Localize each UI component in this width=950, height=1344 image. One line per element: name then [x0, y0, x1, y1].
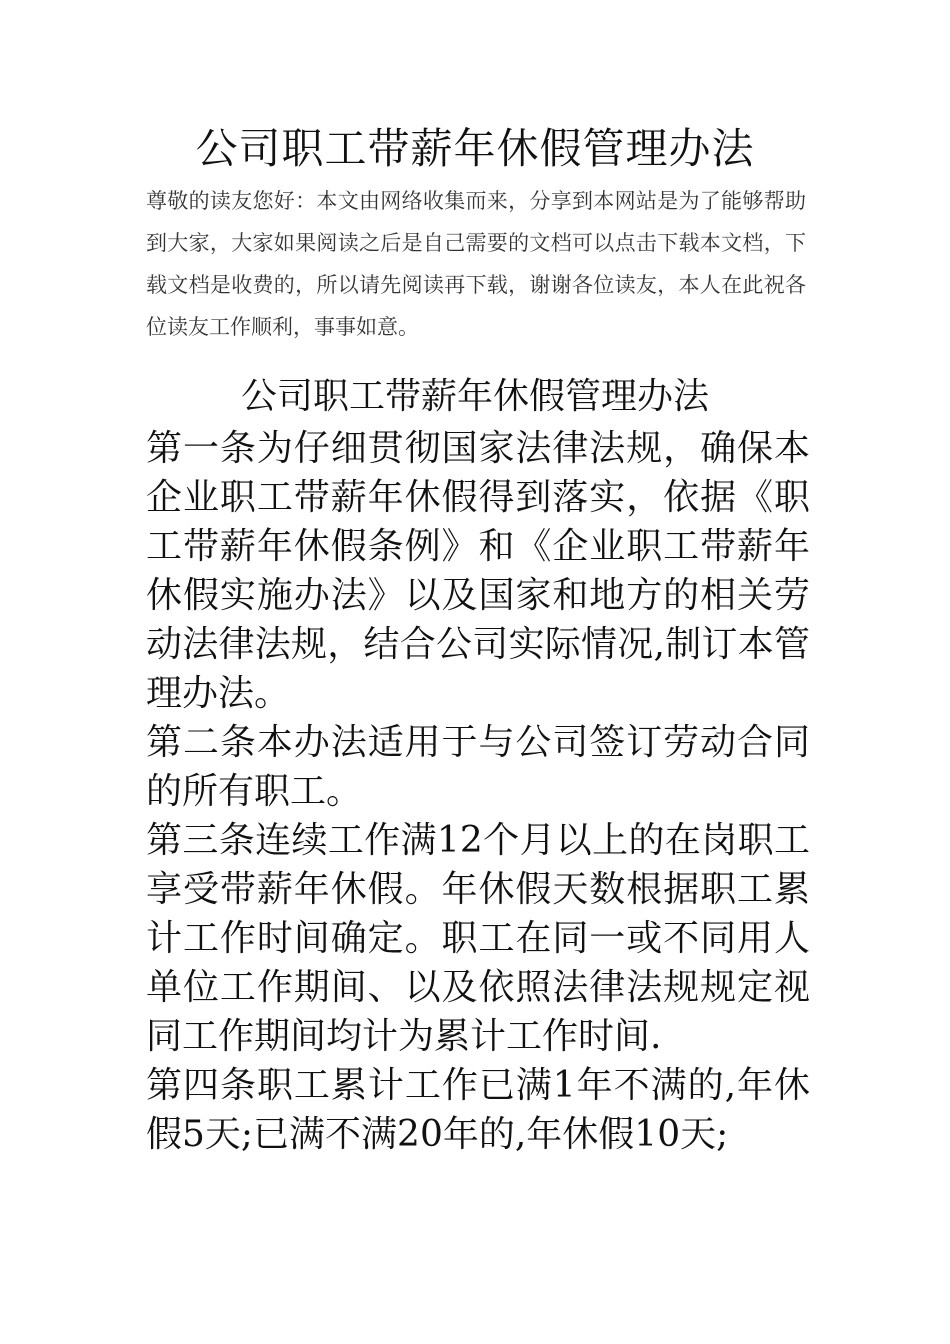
article-2: 第二条本办法适用于与公司签订劳动合同的所有职工。: [146, 722, 810, 812]
article-4: 第四条职工累计工作已满1年不满的,年休假5天;已满不满20年的,年休假10天;: [146, 1065, 810, 1155]
document-title: 公司职工带薪年休假管理办法: [195, 124, 755, 173]
reader-notice: 尊敬的读友您好：本文由网络收集而来，分享到本网站是为了能够帮助到大家，大家如果阅读之后是自己需要的文档可以点击下载本文档，下载文档是收费的，所以请先阅读再下载，谢谢各位读友，本人在此祝各位读友工作顺利，事事如意。: [146, 189, 806, 339]
article-3: 第三条连续工作满12个月以上的在岗职工享受带薪年休假。年休假天数根据职工累计工作时间确定。职工在同一或不同用人单位工作期间、以及依照法律法规规定视同工作期间均计为累计工作时间.: [146, 820, 810, 1057]
article-list: [146, 424, 810, 1159]
body-title: 公司职工带薪年休假管理办法: [240, 376, 709, 417]
article-1: 第一条为仔细贯彻国家法律法规，确保本企业职工带薪年休假得到落实，依据《职工带薪年休假条例》和《企业职工带薪年休假实施办法》以及国家和地方的相关劳动法律法规，结合公司实际情况,制订本管理办法。: [146, 428, 810, 714]
